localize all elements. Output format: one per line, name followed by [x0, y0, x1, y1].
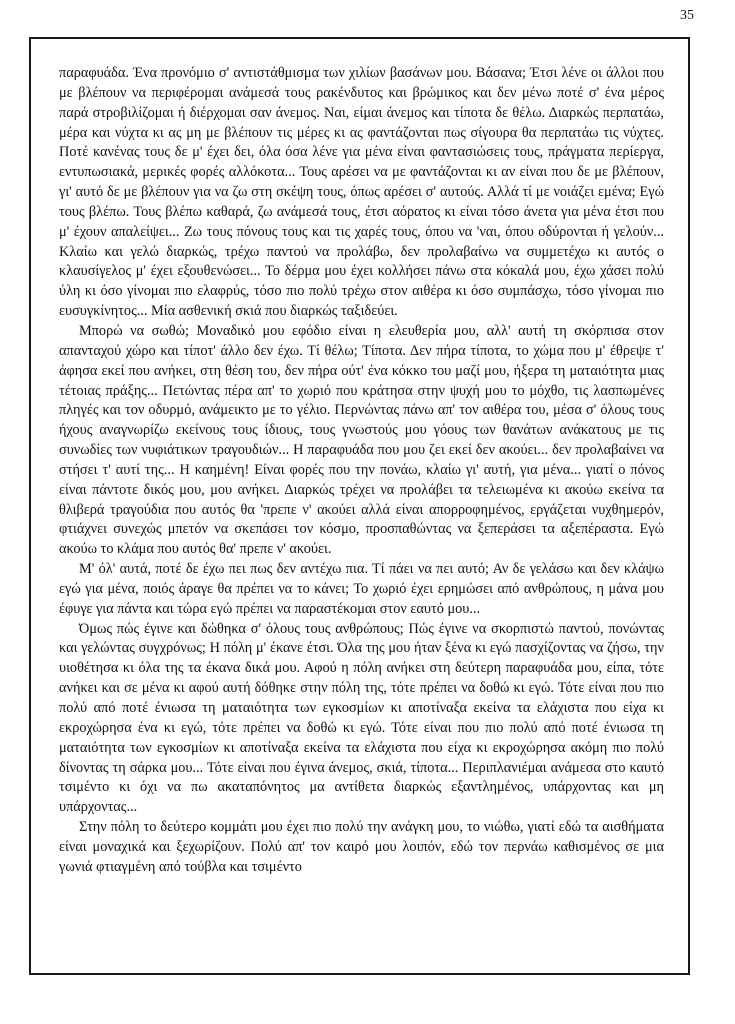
- paragraph-3: Μ' όλ' αυτά, ποτέ δε έχω πει πως δεν αντέχω πια. Τί πάει να πει αυτό; Αν δε γελάσω και δεν κλάψω εγώ για μένα, ποιός άραγε θα πρέπει να το κάνει; Το χωριό έχει ερημώσει από ανθρώπους, η μάνα μου έφυγε για πάντα και τώρα εγώ πρέπει να παραστέκομαι στον εαυτό μου...: [59, 561, 664, 617]
- page-number: 35: [680, 8, 694, 23]
- paragraph-1: παραφυάδα. Ένα προνόμιο σ' αντιστάθμισμα των χιλίων βασάνων μου. Βάσανα; Έτσι λένε οι άλλοι που με βλέπουν να περιφέρομαι ανάμεσά τους ρακένδυτος και βρώμικος και δεν μένω ποτέ σ' ένα μέρος παρά στροβιλίζομαι ή διέρχομαι σαν άνεμος. Ναι, είμαι άνεμος και τίποτα δε θέλω. Διαρκώς περπατάω, μέρα και νύχτα κι ας μη με βλέπουν τις μέρες κι ας φαντάζονται πως σίγουρα θα περπατάω τις νύχτες. Ποτέ κανένας τους δε μ' έχει δει, όλα όσα λένε για μένα είναι φαντασιώσεις τους, πράγματα περίεργα, εντυπωσιακά, μερικές φορές αλλόκοτα... Τους αρέσει να με φαντάζονται κι αν είναι που δε με βλέπουν, γι' αυτό δε με βλέπουν για να ζω στη σκέψη τους, όπως αρέσει σ' αυτούς. Αλλά τί με νοιάζει εμένα; Εγώ τους βλέπω. Τους βλέπω καθαρά, ζω ανάμεσά τους, έτσι αόρατος κι είναι τόσο άνετα για μένα έτσι που μ' έχουν απαλείψει... Ζω τους πόνους τους και τις χαρές τους, όπου να 'ναι, όπου οδύρονται ή γελούν... Κλαίω και γελώ διαρκώς, τρέχω παντού να προλάβω, δεν προλαβαίνω να συμμετέχω κι αυτός ο κλαυσίγελος μ' έχει εξουθενώσει... Το δέρμα μου έχει κολλήσει πάνω στα κόκαλά μου, έχω χάσει πολύ ύλη κι όσο γίνομαι πιο ελαφρύς, τόσο πιο πολύ τρέχω στον αιθέρα κι όσο συμπάσχω, τόσο γίνομαι πιο ευσυγκίνητος... Μία ασθενική σκιά που διαρκώς ταξιδεύει.: [59, 65, 664, 320]
- paragraph-4: Όμως πώς έγινε και δώθηκα σ' όλους τους ανθρώπους; Πώς έγινε να σκορπιστώ παντού, πονώντας και γελώντας συγχρόνως; Η πόλη μ' έκανε έτσι. Όλα της μου ήταν ξένα κι εγώ πασχίζοντας να ζήσω, την υιοθέτησα κι όλα της τα έκανα δικά μου. Αφού η πόλη ανήκει στη δεύτερη παραφυάδα μου, είπα, τότε ανήκει και σε μένα κι αφού αυτή δόθηκε στην πόλη της, τότε πρέπει να δοθώ κι εγώ. Τότε είναι που πιο πολύ από ποτέ ένιωσα τη ματαιότητα των εγκοσμίων κι αποτίναξα εκείνα τα ελάχιστα που είχα κι εκροχώρησα ένα κι εγώ, τότε πρέπει να δοθώ κι εγώ. Τότε είναι που πιο πολύ από ποτέ ένιωσα τη ματαιότητα των εγκοσμίων κι αποτίναξα εκείνα τα ελάχιστα που είχα κι εκροχώρησα ακόμη πιο πολύ δίνοντας τη σάρκα μου... Τότε είναι που έγινα άνεμος, σκιά, τίποτα... Περιπλανιέμαι ανάμεσα στο καυτό τσιμέντο κι όχι να πω ακαταπόνητος μα αντίθετα διαρκώς εξαντλημένος, υπάρχοντας και μη υπάρχοντας...: [59, 620, 664, 816]
- body-text: [59, 64, 664, 878]
- text-frame: [29, 37, 690, 975]
- paragraph-2: Μπορώ να σωθώ; Μοναδικό μου εφόδιο είναι η ελευθερία μου, αλλ' αυτή τη σκόρπισα στον απανταχού χώρο και τίποτ' άλλο δεν έχω. Τί θέλω; Τίποτα. Δεν πήρα τίποτα, το χώμα που μ' έθρεψε τ' άφησα εκεί που ανήκει, στη θέση του, δεν πήρα ούτ' ένα κόκκο του μαζί μου, ήξερα τη ματαιότητα μιας τέτοιας πράξης... Πετώντας πέρα απ' το χωριό που κράτησα στην ψυχή μου το μόχθο, τις λασπωμένες πληγές και τον οδυρμό, ανάμεικτο με το γέλιο. Περνώντας πάνω απ' τον αιθέρα του, μέσα σ' όλους τους ήχους αναγνωρίζω εκείνους τους ίδιους, τους γνωστούς μου γόους των θανάτων ανάκατους με τις συνωδίες των νυφιάτικων τραγουδιών... Η παραφυάδα που μου ζει εκεί δεν ακούει... δεν προλαβαίνει να στήσει τ' αυτί της... Η καημένη! Είναι φορές που την πονάω, κλαίω γι' αυτή, για μένα... γιατί ο πόνος είναι πάντοτε δικός μου, μου ανήκει. Διαρκώς τρέχει να προλάβει τα τελειωμένα κι ακούω εκείνα τα θλιβερά τραγούδια που αυτός θα 'πρεπε ν' ακούει αλλά είναι απορροφημένος, εργάζεται νυχθημερόν, φτιάχνει συνεχώς μπετόν να σκεπάσει τον κόσμο, προσπαθώντας να ξεπεράσει τα αξεπέραστα. Εγώ ακούω το κλάμα που αυτός θα' πρεπε ν' ακούει.: [59, 322, 664, 558]
- paragraph-5: Στην πόλη το δεύτερο κομμάτι μου έχει πιο πολύ την ανάγκη μου, το νιώθω, γιατί εδώ τα αισθήματα είναι μοναχικά και ξεχωρίζουν. Πολύ απ' τον καιρό μου λοιπόν, εδώ τον περνάω καθισμένος σε μια γωνιά φτιαγμένη από τούβλα και τσιμέντο: [59, 819, 664, 875]
